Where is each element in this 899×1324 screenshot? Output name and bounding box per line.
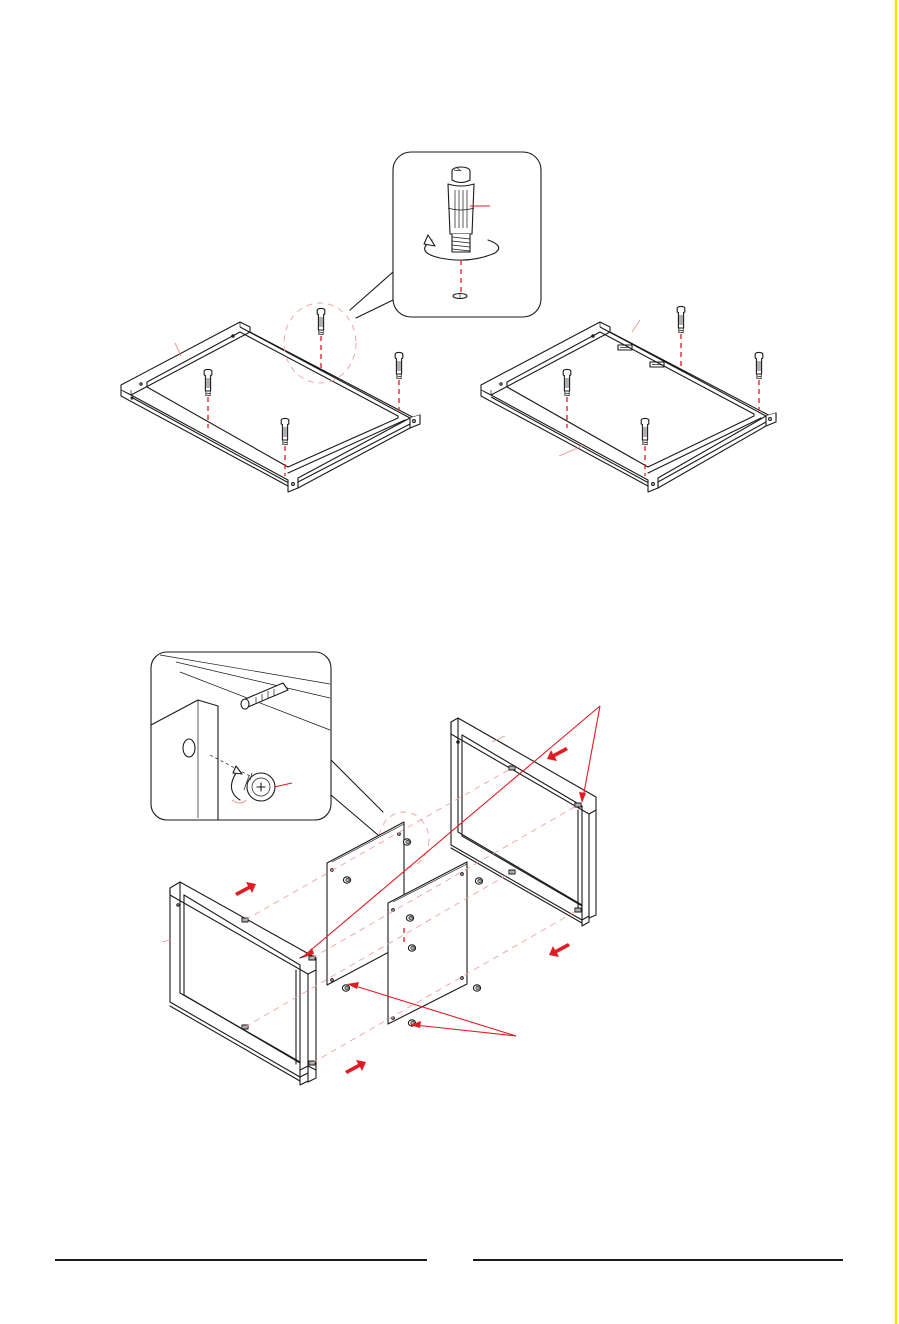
detail-box-bolt [393, 152, 541, 317]
detail-box-camlock [151, 652, 331, 820]
arrow-left-down-2 [549, 943, 570, 957]
frame-front-step2 [162, 882, 316, 1085]
frame-right-step1 [481, 320, 776, 492]
callout-lines-step2 [331, 760, 383, 835]
frame-left-step1 [121, 322, 420, 492]
frame-back-step2 [451, 718, 596, 926]
arrow-left-down-1 [547, 747, 568, 761]
arrow-right-up-2 [345, 1060, 366, 1074]
callout-lines [350, 272, 393, 318]
arrow-right-up-1 [235, 882, 256, 896]
